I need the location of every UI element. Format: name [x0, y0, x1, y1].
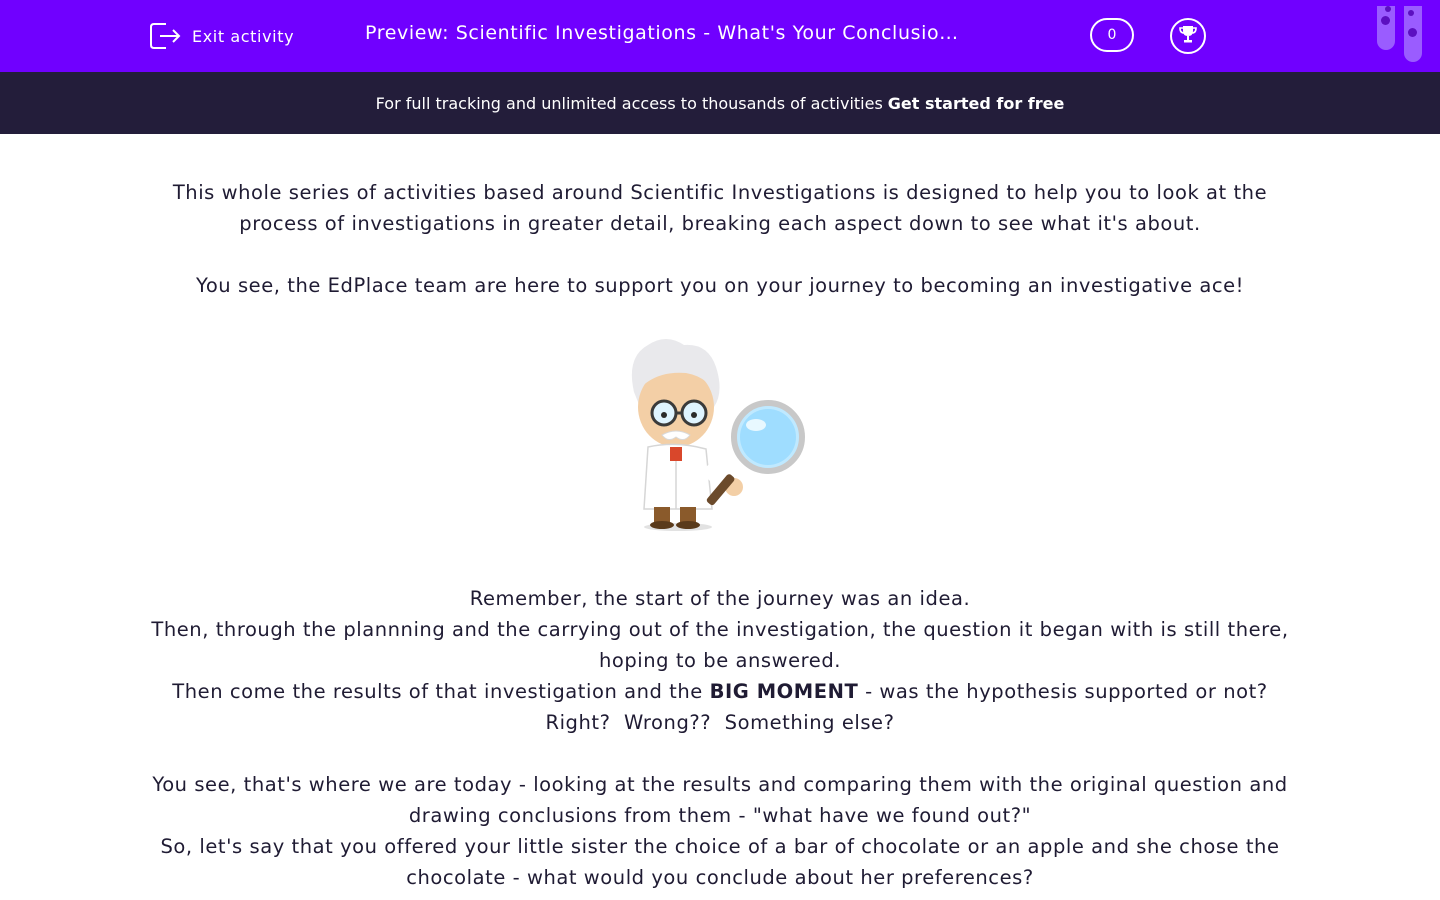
score-counter: 0 [1090, 18, 1134, 52]
test-tube-decoration-icon [1404, 6, 1422, 62]
get-started-link[interactable]: Get started for free [887, 93, 1065, 113]
exit-icon [148, 21, 182, 51]
activity-title: Preview: Scientific Investigations - What's Your Conclusio… [365, 22, 959, 44]
banner-text: For full tracking and unlimited access to thousands of activities [375, 93, 883, 113]
illustration-area [140, 301, 1300, 583]
trophy-icon [1177, 23, 1199, 49]
results-text-after: - was the hypothesis supported or not? [865, 680, 1268, 703]
support-paragraph: You see, the EdPlace team are here to support you on your journey to becoming an investigative ace! [195, 274, 1245, 297]
remember-paragraph: Remember, the start of the journey was an idea. [469, 587, 971, 610]
signup-banner [0, 72, 1440, 134]
big-moment-emphasis: BIG MOMENT [709, 680, 859, 703]
top-bar [0, 0, 1440, 72]
sister-paragraph: So, let's say that you offered your little sister the choice of a bar of chocolate or an apple and she chose the chocolate - what would you conclude about her preferences? [160, 835, 1280, 889]
results-text-before: Then come the results of that investigation and the [172, 680, 703, 703]
planning-paragraph: Then, through the plannning and the carrying out of the investigation, the question it began with is still there, hoping to be answered. [151, 618, 1289, 672]
exit-activity-label: Exit activity [192, 26, 295, 46]
trophy-button[interactable] [1170, 18, 1206, 54]
activity-intro-content [140, 177, 1300, 893]
right-wrong-paragraph: Right? Wrong?? Something else? [545, 711, 895, 734]
intro-paragraph: This whole series of activities based around Scientific Investigations is designed to help you to look at the process of investigations in greater detail, breaking each aspect down to see what it's about. [172, 181, 1268, 235]
today-paragraph: You see, that's where we are today - looking at the results and comparing them with the original question and drawing conclusions from them - "what have we found out?" [152, 773, 1288, 827]
test-tube-decoration-icon [1377, 6, 1395, 50]
scientist-with-magnifying-glass-icon [626, 337, 816, 541]
exit-activity-button[interactable] [148, 20, 294, 52]
results-paragraph [140, 676, 1300, 707]
